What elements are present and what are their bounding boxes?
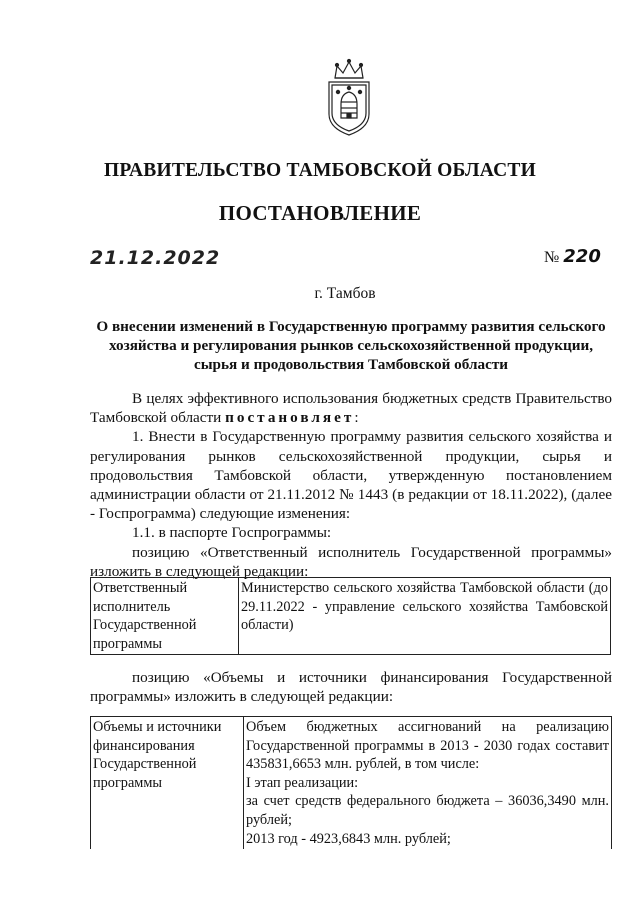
table-cell-label: Объемы и источники финансирования Государственной программы (91, 717, 244, 850)
coat-of-arms-emblem (323, 58, 375, 138)
preamble-text: В целях эффективного использования бюджетных средств Правительство Тамбовской области (90, 390, 612, 427)
resolves-word: постановляет (225, 409, 355, 427)
financing-line: за счет средств федерального бюджета – 36036,3490 млн. рублей; (246, 793, 609, 828)
decree-body (90, 389, 612, 581)
paragraph-1-1: 1.1. в паспорте Госпрограммы: (132, 524, 332, 542)
city: г. Тамбов (314, 285, 376, 302)
financing-line: 2013 год - 4923,6843 млн. рублей; (246, 830, 451, 847)
table-cell-value: Министерство сельского хозяйства Тамбовской области (до 29.11.2022 - управление сельского хозяйства Тамбовской области) (239, 578, 611, 655)
table-row (91, 717, 612, 850)
paragraph-position-2-block (90, 668, 612, 706)
government-title: ПРАВИТЕЛЬСТВО ТАМБОВСКОЙ ОБЛАСТИ (104, 160, 536, 181)
paragraph-preamble (90, 389, 612, 427)
preamble-end: : (354, 409, 359, 427)
table-cell-value (244, 717, 612, 850)
table-financing (90, 716, 612, 849)
table-cell-label: Ответственный исполнитель Государственной программы (91, 578, 239, 655)
table-responsible-executor (90, 577, 611, 655)
decree-date: 21.12.2022 (90, 247, 221, 269)
decree-number (544, 246, 601, 267)
decree-subject: О внесении изменений в Государственную программу развития сельского хозяйства и регулирования рынков сельскохозяйственной продукции, сырья и продовольствия Тамбовской области (96, 318, 606, 373)
document-type: ПОСТАНОВЛЕНИЕ (218, 201, 422, 225)
number-value: 220 (563, 246, 601, 267)
financing-line: I этап реализации: (246, 774, 359, 791)
financing-line: Объем бюджетных ассигнований на реализацию Государственной программы в 2013 - 2030 годах составит 435831,6653 млн. рублей, в том числе: (246, 719, 609, 773)
number-prefix: № (544, 249, 560, 266)
paragraph-1: 1. Внести в Государственную программу развития сельского хозяйства и регулирования рынков сельскохозяйственной продукции, сырья и продовольствия Тамбовской области, утвержденную постановлением администрации области от 21.11.2012 № 1443 (в редакции от 18.11.2022), (далее - Госпрограмма) следующие изменения: (90, 428, 612, 523)
table-row (91, 578, 611, 655)
paragraph-position-2: позицию «Объемы и источники финансирования Государственной программы» изложить в следующей редакции: (90, 669, 612, 706)
paragraph-position-1: позицию «Ответственный исполнитель Государственной программы» изложить в следующей редакции: (90, 543, 612, 580)
